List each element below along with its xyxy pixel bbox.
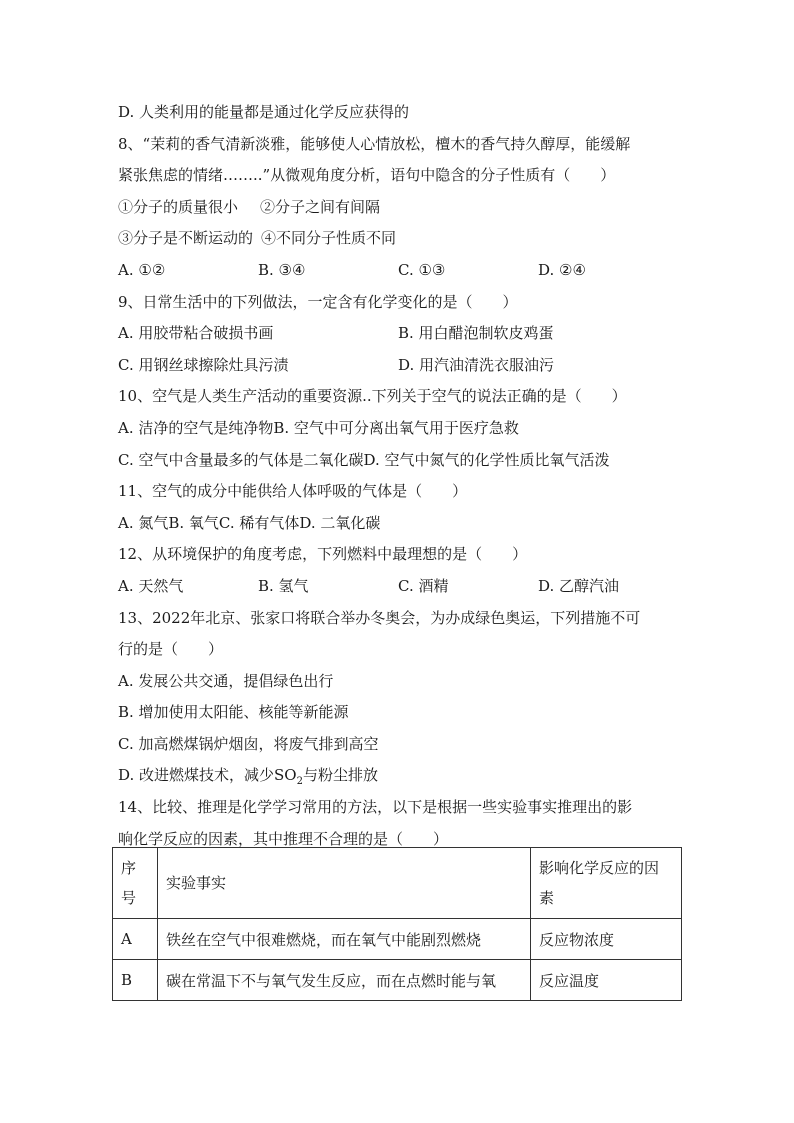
q13-option-c: C. 加高燃煤锅炉烟囱，将废气排到高空 (118, 734, 379, 753)
q13-option-a: A. 发展公共交通，提倡绿色出行 (118, 671, 334, 690)
row-factor: 反应温度 (531, 960, 682, 1001)
row-fact: 碳在常温下不与氧气发生反应，而在点燃时能与氧 (158, 960, 531, 1001)
q8-stem-line1: 8、“茉莉的香气清新淡雅，能够使人心情放松，檀木的香气持久醇厚，能缓解 (118, 134, 631, 153)
q8-option-c: C. ①③ (398, 260, 446, 279)
q9-option-c: C. 用钢丝球擦除灶具污渍 (118, 355, 289, 374)
q8-statement-2: ②分子之间有间隔 (260, 197, 381, 216)
q12-stem: 12、从环境保护的角度考虑，下列燃料中最理想的是（ ） (118, 545, 528, 564)
q9-options-cd (118, 350, 688, 382)
q14-table (112, 847, 682, 1001)
q13-stem-line1: 13、2022年北京、张家口将联合举办冬奥会，为办成绿色奥运，下列措施不可 (118, 608, 641, 627)
q14-stem-line1: 14、比较、推理是化学学习常用的方法，以下是根据一些实验事实推理出的影 (118, 798, 633, 817)
q12-options (118, 571, 688, 603)
q10-stem: 10、空气是人类生产活动的重要资源..下列关于空气的说法正确的是（ ） (118, 387, 627, 406)
q10-options-cd: C. 空气中含量最多的气体是二氧化碳D. 空气中氮气的化学性质比氧气活泼 (118, 450, 610, 469)
q14-stem-line2: 响化学反应的因素，其中推理不合理的是（ ） (118, 829, 449, 848)
q13-option-b: B. 增加使用太阳能、核能等新能源 (118, 703, 349, 722)
row-factor: 反应物浓度 (531, 919, 682, 960)
row-no: A (113, 919, 158, 960)
q8-option-a: A. ①② (118, 260, 166, 279)
header-no: 序 号 (113, 848, 158, 919)
question-page (118, 97, 688, 855)
q9-stem: 9、日常生活中的下列做法，一定含有化学变化的是（ ） (118, 292, 518, 311)
row-fact: 铁丝在空气中很难燃烧，而在氧气中能剧烈燃烧 (158, 919, 531, 960)
q8-statement-1: ①分子的质量很小 (118, 197, 239, 216)
q8-options (118, 255, 688, 287)
table-row (113, 960, 682, 1001)
q8-statement-4: ④不同分子性质不同 (261, 229, 397, 248)
q7-option-d: D. 人类利用的能量都是通过化学反应获得的 (118, 103, 410, 121)
q8-option-d: D. ②④ (538, 260, 586, 279)
q11-stem: 11、空气的成分中能供给人体呼吸的气体是（ ） (118, 482, 468, 501)
q9-option-a: A. 用胶带粘合破损书画 (118, 324, 274, 343)
q10-options-ab: A. 洁净的空气是纯净物B. 空气中可分离出氧气用于医疗急救 (118, 418, 519, 437)
table-row (113, 919, 682, 960)
q8-stem-line2: 紧张焦虑的情绪……..”从微观角度分析，语句中隐含的分子性质有（ ） (118, 166, 616, 185)
q13-option-d: D. 改进燃煤技术，减少$SO_2$与粉尘排放 (118, 766, 378, 788)
q13-stem-line2: 行的是（ ） (118, 640, 224, 659)
q8-option-b: B. ③④ (258, 260, 306, 279)
subscript-2: 2 (296, 776, 303, 788)
q9-options-ab (118, 318, 688, 350)
q12-option-c: C. 酒精 (398, 576, 449, 595)
row-no: B (113, 960, 158, 1001)
q9-option-b: B. 用白醋泡制软皮鸡蛋 (398, 324, 554, 343)
q11-options: A. 氮气B. 氧气C. 稀有气体D. 二氧化碳 (118, 513, 381, 532)
q8-statement-3: ③分子是不断运动的 (118, 229, 254, 248)
q8-statements-1-2 (118, 192, 688, 224)
q8-statements-3-4 (118, 223, 688, 255)
q9-option-d: D. 用汽油清洗衣服油污 (398, 355, 555, 374)
q12-option-d: D. 乙醇汽油 (538, 576, 620, 595)
q12-option-b: B. 氢气 (258, 576, 309, 595)
q12-option-a: A. 天然气 (118, 576, 184, 595)
header-factor: 影响化学反应的因 素 (531, 848, 682, 919)
table-header-row (113, 848, 682, 919)
header-fact: 实验事实 (158, 848, 531, 919)
